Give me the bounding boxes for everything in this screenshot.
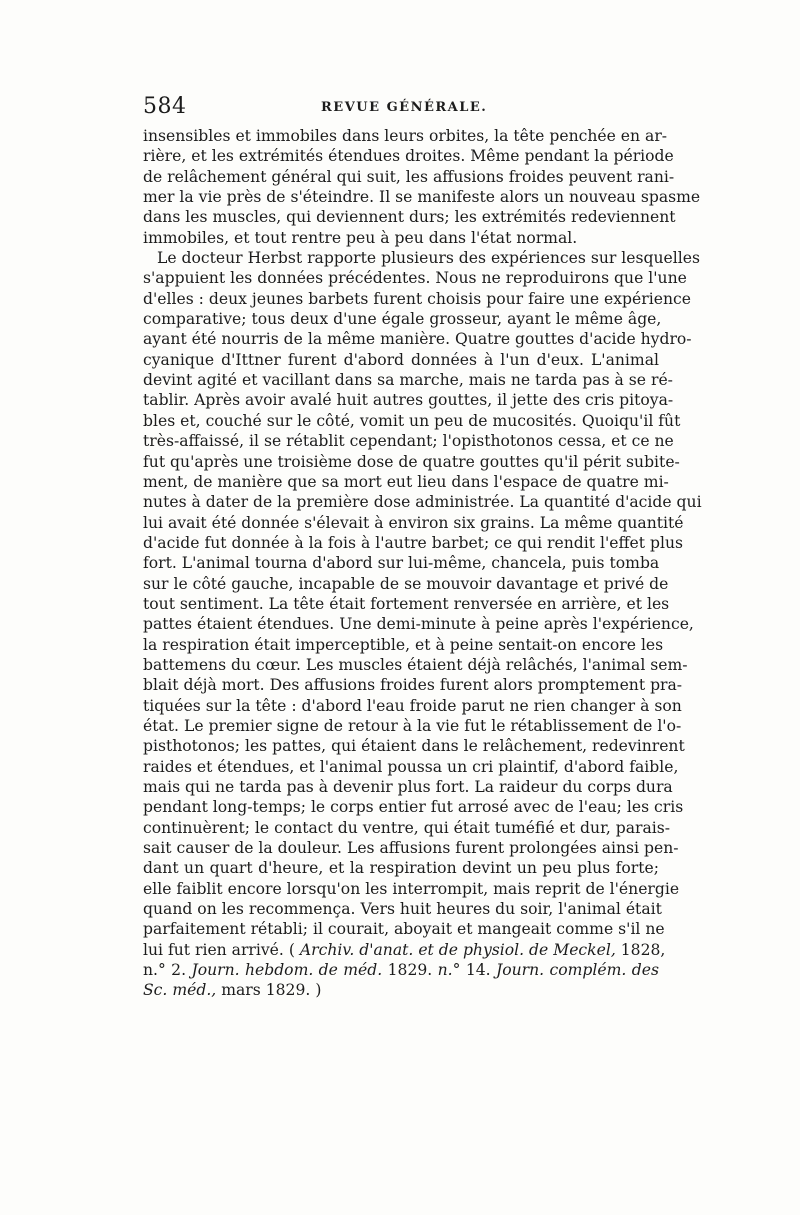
text-line: ment, de manière que sa mort eut lieu dans l'espace de quatre mi- bbox=[143, 472, 669, 491]
body-text bbox=[143, 126, 702, 1001]
citation-number-2-label: n.° bbox=[437, 961, 461, 980]
running-head: REVUE GÉNÉRALE. bbox=[321, 100, 488, 115]
text-line: insensibles et immobiles dans leurs orbites, la tête penchée en ar- bbox=[143, 127, 668, 145]
page-number: 584 bbox=[143, 94, 187, 119]
citation-journal-3-cont: Sc. méd., bbox=[143, 981, 217, 1000]
citation-line-3 bbox=[143, 980, 659, 1000]
text-line: dant un quart d'heure, et la respiration devint un peu plus forte; bbox=[143, 859, 659, 878]
text-line: nutes à dater de la première dose administrée. La quantité d'acide qui bbox=[143, 493, 702, 512]
text-line: d'acide fut donnée à la fois à l'autre barbet; ce qui rendit l'effet plus bbox=[143, 533, 684, 552]
text-line: état. Le premier signe de retour à la vie fut le rétablissement de l'o- bbox=[143, 716, 682, 735]
text-line: rière, et les extrémités étendues droites. Même pendant la période bbox=[143, 147, 674, 166]
text-line: dans les muscles, qui deviennent durs; les extrémités redeviennent bbox=[143, 208, 676, 227]
text-line: fort. L'animal tourna d'abord sur lui-même, chancela, puis tomba bbox=[143, 554, 660, 573]
text-line: devint agité et vacillant dans sa marche, mais ne tarda pas à se ré- bbox=[143, 371, 673, 390]
text-line: quand on les recommença. Vers huit heures du soir, l'animal était bbox=[143, 900, 662, 919]
citation-line-1 bbox=[143, 940, 666, 960]
text-line: pattes étaient étendues. Une demi-minute à peine après l'expérience, bbox=[143, 615, 694, 634]
citation-journal-2: Journ. hebdom. de méd. bbox=[191, 961, 383, 980]
text-line: sur le côté gauche, incapable de se mouvoir davantage et privé de bbox=[143, 574, 669, 593]
citation-number-1: n.° 2. bbox=[143, 961, 187, 980]
citation-journal-1: Archiv. d'anat. et de physiol. de Meckel, bbox=[299, 940, 616, 959]
text-line: la respiration était imperceptible, et à peine sentait-on encore les bbox=[143, 635, 664, 654]
text-line: d'elles : deux jeunes barbets furent choisis pour faire une expérience bbox=[143, 289, 691, 308]
text-line: immobiles, et tout rentre peu à peu dans l'état normal. bbox=[143, 228, 578, 247]
text-line: battemens du cœur. Les muscles étaient déjà relâchés, l'animal sem- bbox=[143, 655, 688, 674]
text-line: raides et étendues, et l'animal poussa un cri plaintif, d'abord faible, bbox=[143, 757, 679, 776]
paragraph-first-line: Le docteur Herbst rapporte plusieurs des expériences sur lesquelles bbox=[157, 249, 700, 268]
text-line: lui avait été donnée s'élevait à environ six grains. La même quantité bbox=[143, 513, 684, 532]
text-line: ayant été nourris de la même manière. Quatre gouttes d'acide hydro- bbox=[143, 330, 692, 349]
text-line: fut qu'après une troisième dose de quatre gouttes qu'il périt subite- bbox=[143, 452, 680, 471]
citation-lead: lui fut rien arrivé. ( bbox=[143, 940, 295, 959]
citation-line-2 bbox=[143, 960, 659, 980]
text-line: très-affaissé, il se rétablit cependant; l'opisthotonos cessa, et ce ne bbox=[143, 432, 674, 451]
page-header bbox=[143, 94, 663, 124]
text-line: s'appuient les données précédentes. Nous ne reproduirons que l'une bbox=[143, 269, 687, 288]
text-line: bles et, couché sur le côté, vomit un peu de mucosités. Quoiqu'il fût bbox=[143, 411, 681, 430]
text-line: continuèrent; le contact du ventre, qui était tuméfié et dur, parais- bbox=[143, 818, 671, 837]
text-line: mer la vie près de s'éteindre. Il se manifeste alors un nouveau spasme bbox=[143, 188, 701, 207]
text-line: tiquées sur la tête : d'abord l'eau froide parut ne rien changer à son bbox=[143, 696, 682, 715]
text-line: sait causer de la douleur. Les affusions furent prolongées ainsi pen- bbox=[143, 839, 679, 858]
text-line: elle faiblit encore lorsqu'on les interrompit, mais reprit de l'énergie bbox=[143, 879, 680, 898]
text-line: parfaitement rétabli; il courait, aboyait et mangeait comme s'il ne bbox=[143, 920, 665, 939]
text-line: comparative; tous deux d'une égale grosseur, ayant le même âge, bbox=[143, 310, 662, 329]
text-line: tout sentiment. La tête était fortement renversée en arrière, et les bbox=[143, 594, 670, 613]
citation-year-2: 1829. bbox=[387, 961, 433, 980]
text-line: tablir. Après avoir avalé huit autres gouttes, il jette des cris pitoya- bbox=[143, 391, 674, 410]
text-line: blait déjà mort. Des affusions froides furent alors promptement pra- bbox=[143, 676, 683, 695]
text-line: cyanique d'Ittner furent d'abord données à l'un d'eux. L'animal bbox=[143, 350, 659, 369]
text-line: mais qui ne tarda pas à devenir plus fort. La raideur du corps dura bbox=[143, 778, 673, 796]
text-line: pendant long-temps; le corps entier fut arrosé avec de l'eau; les cris bbox=[143, 798, 684, 817]
citation-year-1: 1828, bbox=[620, 940, 666, 959]
citation-journal-3: Journ. complém. des bbox=[496, 961, 659, 980]
citation-number-2: 14. bbox=[465, 961, 491, 980]
text-line: pisthotonos; les pattes, qui étaient dans le relâchement, redevinrent bbox=[143, 737, 685, 756]
citation-date: mars 1829. ) bbox=[221, 981, 322, 1000]
text-line: de relâchement général qui suit, les affusions froides peuvent rani- bbox=[143, 167, 675, 186]
